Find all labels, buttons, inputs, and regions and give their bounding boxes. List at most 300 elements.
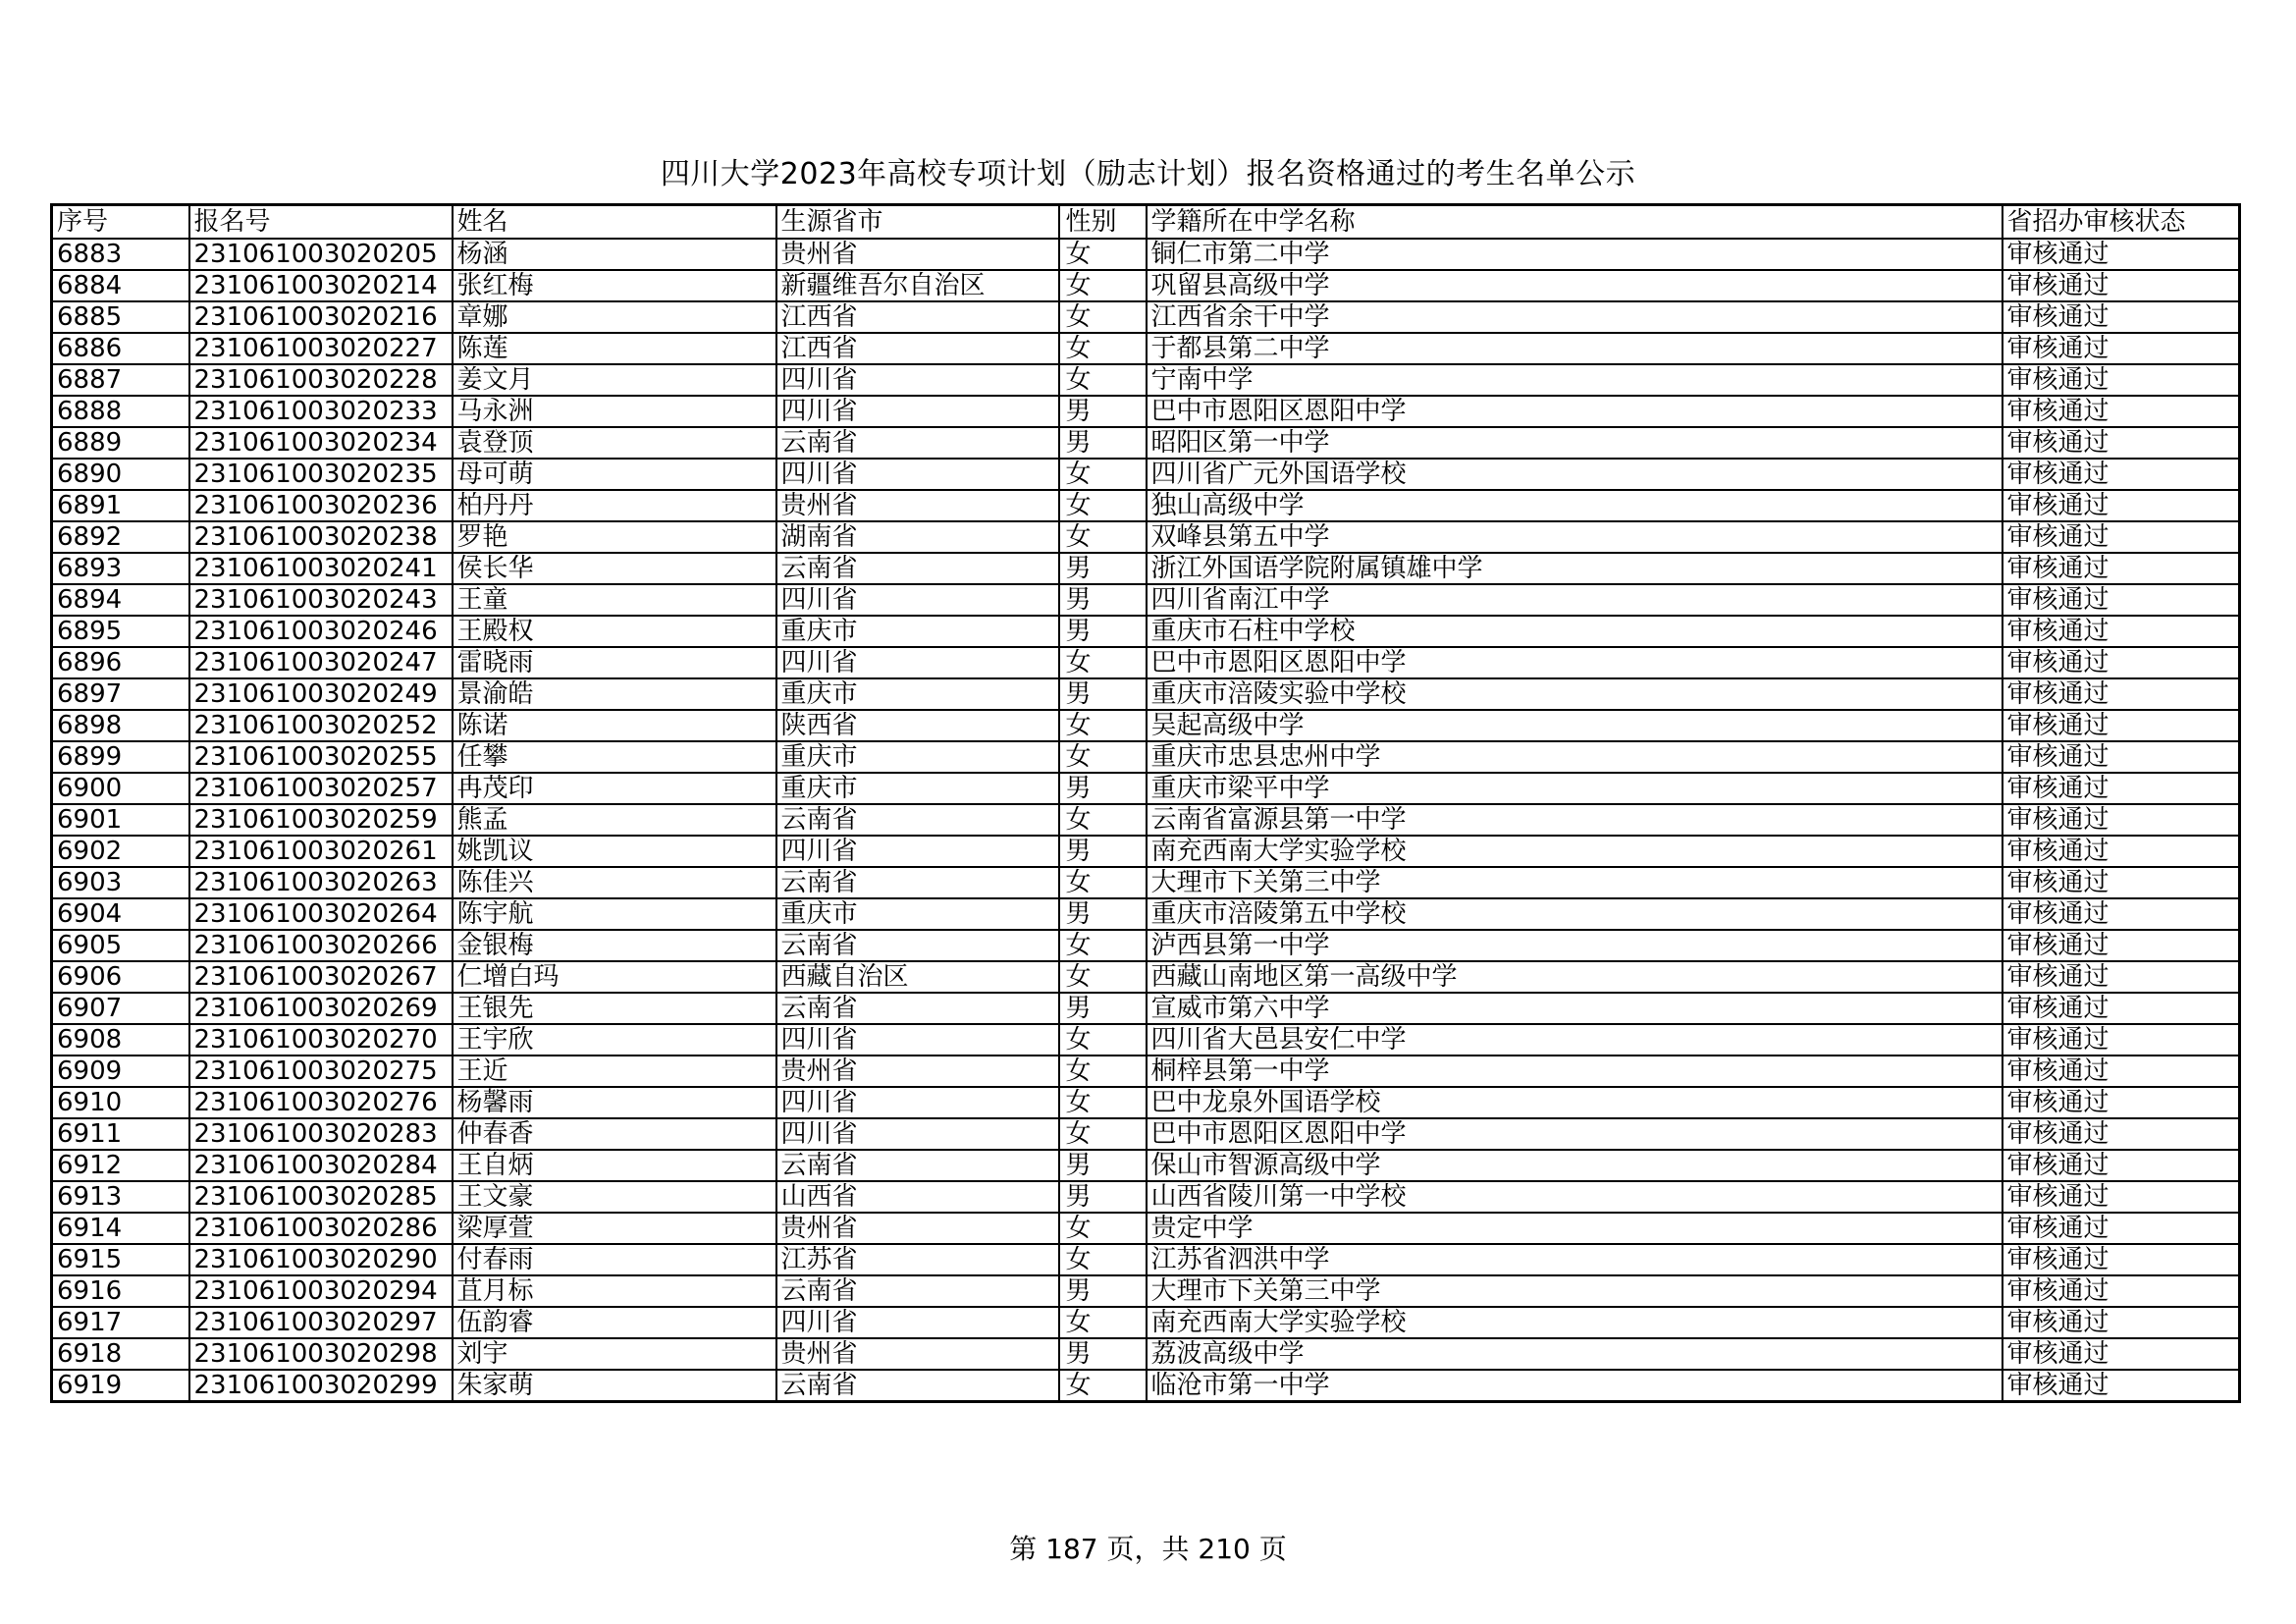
table-row bbox=[52, 1370, 2240, 1402]
cell-col-gender: 女 bbox=[1059, 741, 1147, 773]
cell-col-school: 云南省富源县第一中学 bbox=[1147, 804, 2002, 836]
cell-col-gender: 男 bbox=[1059, 1338, 1147, 1370]
cell-col-index: 6899 bbox=[52, 741, 189, 773]
cell-col-index: 6908 bbox=[52, 1024, 189, 1056]
table-row bbox=[52, 1338, 2240, 1370]
cell-col-registration-no: 231061003020255 bbox=[189, 741, 453, 773]
cell-col-school: 巴中市恩阳区恩阳中学 bbox=[1147, 396, 2002, 427]
cell-col-gender: 男 bbox=[1059, 584, 1147, 616]
cell-col-school: 桐梓县第一中学 bbox=[1147, 1056, 2002, 1087]
cell-col-review-status: 审核通过 bbox=[2002, 647, 2240, 678]
cell-col-index: 6909 bbox=[52, 1056, 189, 1087]
cell-col-review-status: 审核通过 bbox=[2002, 1118, 2240, 1150]
cell-col-province: 贵州省 bbox=[776, 1213, 1059, 1244]
cell-col-index: 6907 bbox=[52, 993, 189, 1024]
cell-col-province: 云南省 bbox=[776, 867, 1059, 898]
table-row bbox=[52, 1118, 2240, 1150]
cell-col-review-status: 审核通过 bbox=[2002, 1024, 2240, 1056]
table-row bbox=[52, 898, 2240, 930]
cell-col-province: 贵州省 bbox=[776, 239, 1059, 270]
cell-col-registration-no: 231061003020216 bbox=[189, 301, 453, 333]
cell-col-gender: 女 bbox=[1059, 930, 1147, 961]
cell-col-province: 云南省 bbox=[776, 1370, 1059, 1402]
cell-col-gender: 女 bbox=[1059, 961, 1147, 993]
cell-col-registration-no: 231061003020257 bbox=[189, 773, 453, 804]
cell-col-registration-no: 231061003020236 bbox=[189, 490, 453, 521]
cell-col-name: 王近 bbox=[453, 1056, 776, 1087]
cell-col-gender: 女 bbox=[1059, 1024, 1147, 1056]
cell-col-province: 云南省 bbox=[776, 804, 1059, 836]
cell-col-name: 陈莲 bbox=[453, 333, 776, 364]
cell-col-index: 6905 bbox=[52, 930, 189, 961]
cell-col-registration-no: 231061003020290 bbox=[189, 1244, 453, 1275]
cell-col-province: 四川省 bbox=[776, 584, 1059, 616]
table-row bbox=[52, 364, 2240, 396]
table-row bbox=[52, 1150, 2240, 1181]
cell-col-name: 梁厚萱 bbox=[453, 1213, 776, 1244]
cell-col-index: 6913 bbox=[52, 1181, 189, 1213]
cell-col-name: 陈宇航 bbox=[453, 898, 776, 930]
cell-col-index: 6892 bbox=[52, 521, 189, 553]
cell-col-registration-no: 231061003020294 bbox=[189, 1275, 453, 1307]
cell-col-name: 陈诺 bbox=[453, 710, 776, 741]
cell-col-review-status: 审核通过 bbox=[2002, 427, 2240, 459]
cell-col-gender: 男 bbox=[1059, 616, 1147, 647]
table-row bbox=[52, 333, 2240, 364]
cell-col-review-status: 审核通过 bbox=[2002, 1275, 2240, 1307]
cell-col-school: 双峰县第五中学 bbox=[1147, 521, 2002, 553]
cell-col-school: 大理市下关第三中学 bbox=[1147, 1275, 2002, 1307]
cell-col-school: 巴中龙泉外国语学校 bbox=[1147, 1087, 2002, 1118]
document-title: 四川大学2023年高校专项计划（励志计划）报名资格通过的考生名单公示 bbox=[660, 157, 1636, 191]
cell-col-registration-no: 231061003020241 bbox=[189, 553, 453, 584]
cell-col-school: 四川省南江中学 bbox=[1147, 584, 2002, 616]
cell-col-province: 重庆市 bbox=[776, 616, 1059, 647]
cell-col-review-status: 审核通过 bbox=[2002, 1307, 2240, 1338]
cell-col-province: 云南省 bbox=[776, 1275, 1059, 1307]
cell-col-review-status: 审核通过 bbox=[2002, 1056, 2240, 1087]
cell-col-name: 罗艳 bbox=[453, 521, 776, 553]
cell-col-school: 保山市智源高级中学 bbox=[1147, 1150, 2002, 1181]
cell-col-name: 母可萌 bbox=[453, 459, 776, 490]
cell-col-name: 金银梅 bbox=[453, 930, 776, 961]
cell-col-review-status: 审核通过 bbox=[2002, 521, 2240, 553]
cell-col-name: 苴月标 bbox=[453, 1275, 776, 1307]
cell-col-index: 6885 bbox=[52, 301, 189, 333]
cell-col-review-status: 审核通过 bbox=[2002, 930, 2240, 961]
cell-col-school: 西藏山南地区第一高级中学 bbox=[1147, 961, 2002, 993]
cell-col-school: 宁南中学 bbox=[1147, 364, 2002, 396]
header-col-province: 生源省市 bbox=[776, 205, 1059, 240]
cell-col-province: 四川省 bbox=[776, 1024, 1059, 1056]
cell-col-province: 云南省 bbox=[776, 427, 1059, 459]
cell-col-gender: 女 bbox=[1059, 804, 1147, 836]
cell-col-registration-no: 231061003020298 bbox=[189, 1338, 453, 1370]
cell-col-gender: 男 bbox=[1059, 427, 1147, 459]
cell-col-school: 重庆市涪陵实验中学校 bbox=[1147, 678, 2002, 710]
cell-col-review-status: 审核通过 bbox=[2002, 678, 2240, 710]
cell-col-registration-no: 231061003020284 bbox=[189, 1150, 453, 1181]
cell-col-school: 重庆市石柱中学校 bbox=[1147, 616, 2002, 647]
cell-col-gender: 男 bbox=[1059, 773, 1147, 804]
cell-col-name: 柏丹丹 bbox=[453, 490, 776, 521]
cell-col-review-status: 审核通过 bbox=[2002, 364, 2240, 396]
table-row bbox=[52, 804, 2240, 836]
cell-col-gender: 女 bbox=[1059, 301, 1147, 333]
cell-col-school: 巴中市恩阳区恩阳中学 bbox=[1147, 1118, 2002, 1150]
cell-col-school: 昭阳区第一中学 bbox=[1147, 427, 2002, 459]
cell-col-gender: 女 bbox=[1059, 647, 1147, 678]
cell-col-name: 姜文月 bbox=[453, 364, 776, 396]
table-row bbox=[52, 301, 2240, 333]
cell-col-registration-no: 231061003020299 bbox=[189, 1370, 453, 1402]
cell-col-province: 湖南省 bbox=[776, 521, 1059, 553]
cell-col-review-status: 审核通过 bbox=[2002, 1087, 2240, 1118]
table-row bbox=[52, 521, 2240, 553]
cell-col-review-status: 审核通过 bbox=[2002, 301, 2240, 333]
cell-col-review-status: 审核通过 bbox=[2002, 1181, 2240, 1213]
cell-col-index: 6896 bbox=[52, 647, 189, 678]
cell-col-review-status: 审核通过 bbox=[2002, 741, 2240, 773]
cell-col-review-status: 审核通过 bbox=[2002, 1150, 2240, 1181]
cell-col-province: 重庆市 bbox=[776, 898, 1059, 930]
cell-col-review-status: 审核通过 bbox=[2002, 1244, 2240, 1275]
cell-col-province: 四川省 bbox=[776, 836, 1059, 867]
cell-col-index: 6916 bbox=[52, 1275, 189, 1307]
cell-col-province: 四川省 bbox=[776, 1307, 1059, 1338]
table-row bbox=[52, 584, 2240, 616]
cell-col-index: 6890 bbox=[52, 459, 189, 490]
cell-col-registration-no: 231061003020243 bbox=[189, 584, 453, 616]
cell-col-review-status: 审核通过 bbox=[2002, 898, 2240, 930]
cell-col-school: 四川省广元外国语学校 bbox=[1147, 459, 2002, 490]
table-row bbox=[52, 1307, 2240, 1338]
cell-col-name: 朱家萌 bbox=[453, 1370, 776, 1402]
cell-col-school: 巩留县高级中学 bbox=[1147, 270, 2002, 301]
cell-col-index: 6912 bbox=[52, 1150, 189, 1181]
cell-col-registration-no: 231061003020249 bbox=[189, 678, 453, 710]
table-row bbox=[52, 1213, 2240, 1244]
cell-col-name: 袁登顶 bbox=[453, 427, 776, 459]
table-row bbox=[52, 1087, 2240, 1118]
cell-col-school: 巴中市恩阳区恩阳中学 bbox=[1147, 647, 2002, 678]
table-row bbox=[52, 1056, 2240, 1087]
cell-col-index: 6902 bbox=[52, 836, 189, 867]
cell-col-gender: 女 bbox=[1059, 1056, 1147, 1087]
cell-col-name: 杨涵 bbox=[453, 239, 776, 270]
cell-col-name: 景渝皓 bbox=[453, 678, 776, 710]
table-row bbox=[52, 459, 2240, 490]
cell-col-review-status: 审核通过 bbox=[2002, 836, 2240, 867]
table-row bbox=[52, 239, 2240, 270]
cell-col-registration-no: 231061003020264 bbox=[189, 898, 453, 930]
table-row bbox=[52, 1244, 2240, 1275]
cell-col-province: 西藏自治区 bbox=[776, 961, 1059, 993]
cell-col-review-status: 审核通过 bbox=[2002, 1338, 2240, 1370]
cell-col-school: 宣威市第六中学 bbox=[1147, 993, 2002, 1024]
cell-col-name: 杨馨雨 bbox=[453, 1087, 776, 1118]
cell-col-index: 6918 bbox=[52, 1338, 189, 1370]
cell-col-province: 贵州省 bbox=[776, 1056, 1059, 1087]
cell-col-province: 贵州省 bbox=[776, 1338, 1059, 1370]
cell-col-review-status: 审核通过 bbox=[2002, 459, 2240, 490]
table-row bbox=[52, 1024, 2240, 1056]
cell-col-review-status: 审核通过 bbox=[2002, 553, 2240, 584]
cell-col-school: 南充西南大学实验学校 bbox=[1147, 1307, 2002, 1338]
cell-col-name: 刘宇 bbox=[453, 1338, 776, 1370]
cell-col-gender: 女 bbox=[1059, 490, 1147, 521]
cell-col-index: 6886 bbox=[52, 333, 189, 364]
cell-col-registration-no: 231061003020205 bbox=[189, 239, 453, 270]
cell-col-registration-no: 231061003020297 bbox=[189, 1307, 453, 1338]
cell-col-province: 四川省 bbox=[776, 396, 1059, 427]
cell-col-gender: 女 bbox=[1059, 1244, 1147, 1275]
table-row bbox=[52, 490, 2240, 521]
table-row bbox=[52, 647, 2240, 678]
cell-col-name: 熊孟 bbox=[453, 804, 776, 836]
cell-col-index: 6915 bbox=[52, 1244, 189, 1275]
cell-col-province: 山西省 bbox=[776, 1181, 1059, 1213]
cell-col-name: 付春雨 bbox=[453, 1244, 776, 1275]
cell-col-gender: 女 bbox=[1059, 1370, 1147, 1402]
cell-col-registration-no: 231061003020233 bbox=[189, 396, 453, 427]
cell-col-registration-no: 231061003020259 bbox=[189, 804, 453, 836]
cell-col-school: 独山高级中学 bbox=[1147, 490, 2002, 521]
table-row bbox=[52, 396, 2240, 427]
cell-col-gender: 女 bbox=[1059, 333, 1147, 364]
cell-col-name: 姚凯议 bbox=[453, 836, 776, 867]
cell-col-index: 6917 bbox=[52, 1307, 189, 1338]
cell-col-index: 6888 bbox=[52, 396, 189, 427]
cell-col-name: 侯长华 bbox=[453, 553, 776, 584]
cell-col-name: 章娜 bbox=[453, 301, 776, 333]
cell-col-gender: 女 bbox=[1059, 364, 1147, 396]
table-row bbox=[52, 678, 2240, 710]
cell-col-registration-no: 231061003020269 bbox=[189, 993, 453, 1024]
cell-col-province: 云南省 bbox=[776, 930, 1059, 961]
cell-col-school: 江西省余干中学 bbox=[1147, 301, 2002, 333]
cell-col-review-status: 审核通过 bbox=[2002, 804, 2240, 836]
table-row bbox=[52, 1275, 2240, 1307]
cell-col-school: 重庆市梁平中学 bbox=[1147, 773, 2002, 804]
cell-col-province: 贵州省 bbox=[776, 490, 1059, 521]
cell-col-gender: 女 bbox=[1059, 1087, 1147, 1118]
cell-col-gender: 女 bbox=[1059, 521, 1147, 553]
table-header-row bbox=[52, 205, 2240, 240]
table-row bbox=[52, 867, 2240, 898]
cell-col-review-status: 审核通过 bbox=[2002, 333, 2240, 364]
cell-col-school: 浙江外国语学院附属镇雄中学 bbox=[1147, 553, 2002, 584]
cell-col-school: 四川省大邑县安仁中学 bbox=[1147, 1024, 2002, 1056]
table-row bbox=[52, 553, 2240, 584]
cell-col-gender: 女 bbox=[1059, 270, 1147, 301]
cell-col-gender: 男 bbox=[1059, 993, 1147, 1024]
cell-col-registration-no: 231061003020285 bbox=[189, 1181, 453, 1213]
table-row bbox=[52, 270, 2240, 301]
cell-col-gender: 女 bbox=[1059, 867, 1147, 898]
table-row bbox=[52, 836, 2240, 867]
cell-col-registration-no: 231061003020238 bbox=[189, 521, 453, 553]
cell-col-name: 王自炳 bbox=[453, 1150, 776, 1181]
table-row bbox=[52, 741, 2240, 773]
cell-col-gender: 男 bbox=[1059, 836, 1147, 867]
cell-col-registration-no: 231061003020275 bbox=[189, 1056, 453, 1087]
cell-col-index: 6895 bbox=[52, 616, 189, 647]
cell-col-name: 王宇欣 bbox=[453, 1024, 776, 1056]
cell-col-school: 临沧市第一中学 bbox=[1147, 1370, 2002, 1402]
cell-col-registration-no: 231061003020227 bbox=[189, 333, 453, 364]
cell-col-school: 山西省陵川第一中学校 bbox=[1147, 1181, 2002, 1213]
cell-col-name: 仲春香 bbox=[453, 1118, 776, 1150]
cell-col-name: 王文豪 bbox=[453, 1181, 776, 1213]
cell-col-index: 6897 bbox=[52, 678, 189, 710]
cell-col-review-status: 审核通过 bbox=[2002, 710, 2240, 741]
cell-col-review-status: 审核通过 bbox=[2002, 1213, 2240, 1244]
cell-col-index: 6901 bbox=[52, 804, 189, 836]
cell-col-gender: 女 bbox=[1059, 459, 1147, 490]
cell-col-name: 任攀 bbox=[453, 741, 776, 773]
cell-col-province: 云南省 bbox=[776, 553, 1059, 584]
cell-col-name: 马永洲 bbox=[453, 396, 776, 427]
cell-col-registration-no: 231061003020267 bbox=[189, 961, 453, 993]
cell-col-registration-no: 231061003020266 bbox=[189, 930, 453, 961]
cell-col-name: 陈佳兴 bbox=[453, 867, 776, 898]
candidate-table bbox=[50, 203, 2241, 1403]
cell-col-gender: 男 bbox=[1059, 396, 1147, 427]
cell-col-school: 荔波高级中学 bbox=[1147, 1338, 2002, 1370]
table-row bbox=[52, 993, 2240, 1024]
header-col-school: 学籍所在中学名称 bbox=[1147, 205, 2002, 240]
cell-col-review-status: 审核通过 bbox=[2002, 239, 2240, 270]
cell-col-registration-no: 231061003020286 bbox=[189, 1213, 453, 1244]
cell-col-gender: 女 bbox=[1059, 1118, 1147, 1150]
cell-col-index: 6884 bbox=[52, 270, 189, 301]
table-row bbox=[52, 1181, 2240, 1213]
table-row bbox=[52, 427, 2240, 459]
cell-col-name: 王殿权 bbox=[453, 616, 776, 647]
header-col-index: 序号 bbox=[52, 205, 189, 240]
cell-col-name: 王银先 bbox=[453, 993, 776, 1024]
cell-col-school: 大理市下关第三中学 bbox=[1147, 867, 2002, 898]
cell-col-index: 6919 bbox=[52, 1370, 189, 1402]
cell-col-index: 6887 bbox=[52, 364, 189, 396]
cell-col-province: 江苏省 bbox=[776, 1244, 1059, 1275]
cell-col-name: 王童 bbox=[453, 584, 776, 616]
cell-col-review-status: 审核通过 bbox=[2002, 584, 2240, 616]
cell-col-province: 江西省 bbox=[776, 333, 1059, 364]
cell-col-school: 南充西南大学实验学校 bbox=[1147, 836, 2002, 867]
cell-col-index: 6898 bbox=[52, 710, 189, 741]
cell-col-province: 云南省 bbox=[776, 1150, 1059, 1181]
cell-col-registration-no: 231061003020252 bbox=[189, 710, 453, 741]
cell-col-province: 重庆市 bbox=[776, 741, 1059, 773]
cell-col-gender: 男 bbox=[1059, 678, 1147, 710]
cell-col-registration-no: 231061003020235 bbox=[189, 459, 453, 490]
cell-col-index: 6903 bbox=[52, 867, 189, 898]
cell-col-gender: 女 bbox=[1059, 1307, 1147, 1338]
cell-col-review-status: 审核通过 bbox=[2002, 773, 2240, 804]
cell-col-review-status: 审核通过 bbox=[2002, 396, 2240, 427]
cell-col-school: 铜仁市第二中学 bbox=[1147, 239, 2002, 270]
table-row bbox=[52, 961, 2240, 993]
table-body bbox=[52, 239, 2240, 1402]
cell-col-review-status: 审核通过 bbox=[2002, 961, 2240, 993]
table-row bbox=[52, 710, 2240, 741]
cell-col-gender: 男 bbox=[1059, 1181, 1147, 1213]
cell-col-gender: 男 bbox=[1059, 553, 1147, 584]
cell-col-province: 新疆维吾尔自治区 bbox=[776, 270, 1059, 301]
cell-col-province: 重庆市 bbox=[776, 773, 1059, 804]
cell-col-registration-no: 231061003020270 bbox=[189, 1024, 453, 1056]
cell-col-gender: 女 bbox=[1059, 710, 1147, 741]
cell-col-registration-no: 231061003020276 bbox=[189, 1087, 453, 1118]
cell-col-province: 陕西省 bbox=[776, 710, 1059, 741]
cell-col-gender: 女 bbox=[1059, 1213, 1147, 1244]
cell-col-registration-no: 231061003020228 bbox=[189, 364, 453, 396]
cell-col-gender: 男 bbox=[1059, 898, 1147, 930]
cell-col-review-status: 审核通过 bbox=[2002, 490, 2240, 521]
cell-col-province: 四川省 bbox=[776, 1087, 1059, 1118]
cell-col-province: 重庆市 bbox=[776, 678, 1059, 710]
cell-col-index: 6900 bbox=[52, 773, 189, 804]
cell-col-name: 冉茂印 bbox=[453, 773, 776, 804]
cell-col-school: 重庆市涪陵第五中学校 bbox=[1147, 898, 2002, 930]
cell-col-school: 贵定中学 bbox=[1147, 1213, 2002, 1244]
cell-col-province: 四川省 bbox=[776, 1118, 1059, 1150]
cell-col-registration-no: 231061003020246 bbox=[189, 616, 453, 647]
cell-col-registration-no: 231061003020214 bbox=[189, 270, 453, 301]
cell-col-province: 云南省 bbox=[776, 993, 1059, 1024]
cell-col-index: 6906 bbox=[52, 961, 189, 993]
cell-col-index: 6910 bbox=[52, 1087, 189, 1118]
cell-col-gender: 女 bbox=[1059, 239, 1147, 270]
cell-col-school: 重庆市忠县忠州中学 bbox=[1147, 741, 2002, 773]
cell-col-school: 吴起高级中学 bbox=[1147, 710, 2002, 741]
cell-col-name: 伍韵睿 bbox=[453, 1307, 776, 1338]
cell-col-review-status: 审核通过 bbox=[2002, 616, 2240, 647]
cell-col-gender: 男 bbox=[1059, 1275, 1147, 1307]
page-footer: 第 187 页，共 210 页 bbox=[1009, 1533, 1287, 1565]
cell-col-school: 江苏省泗洪中学 bbox=[1147, 1244, 2002, 1275]
cell-col-registration-no: 231061003020283 bbox=[189, 1118, 453, 1150]
cell-col-index: 6894 bbox=[52, 584, 189, 616]
header-col-name: 姓名 bbox=[453, 205, 776, 240]
cell-col-index: 6914 bbox=[52, 1213, 189, 1244]
cell-col-registration-no: 231061003020234 bbox=[189, 427, 453, 459]
cell-col-index: 6889 bbox=[52, 427, 189, 459]
cell-col-index: 6893 bbox=[52, 553, 189, 584]
table-row bbox=[52, 773, 2240, 804]
cell-col-school: 泸西县第一中学 bbox=[1147, 930, 2002, 961]
header-col-review-status: 省招办审核状态 bbox=[2002, 205, 2240, 240]
cell-col-province: 四川省 bbox=[776, 647, 1059, 678]
cell-col-review-status: 审核通过 bbox=[2002, 1370, 2240, 1402]
cell-col-school: 于都县第二中学 bbox=[1147, 333, 2002, 364]
cell-col-index: 6904 bbox=[52, 898, 189, 930]
cell-col-index: 6883 bbox=[52, 239, 189, 270]
cell-col-province: 四川省 bbox=[776, 459, 1059, 490]
cell-col-province: 四川省 bbox=[776, 364, 1059, 396]
cell-col-registration-no: 231061003020261 bbox=[189, 836, 453, 867]
cell-col-index: 6891 bbox=[52, 490, 189, 521]
cell-col-name: 仁增白玛 bbox=[453, 961, 776, 993]
cell-col-review-status: 审核通过 bbox=[2002, 270, 2240, 301]
cell-col-index: 6911 bbox=[52, 1118, 189, 1150]
table-row bbox=[52, 616, 2240, 647]
cell-col-name: 雷晓雨 bbox=[453, 647, 776, 678]
cell-col-review-status: 审核通过 bbox=[2002, 993, 2240, 1024]
header-col-registration-no: 报名号 bbox=[189, 205, 453, 240]
